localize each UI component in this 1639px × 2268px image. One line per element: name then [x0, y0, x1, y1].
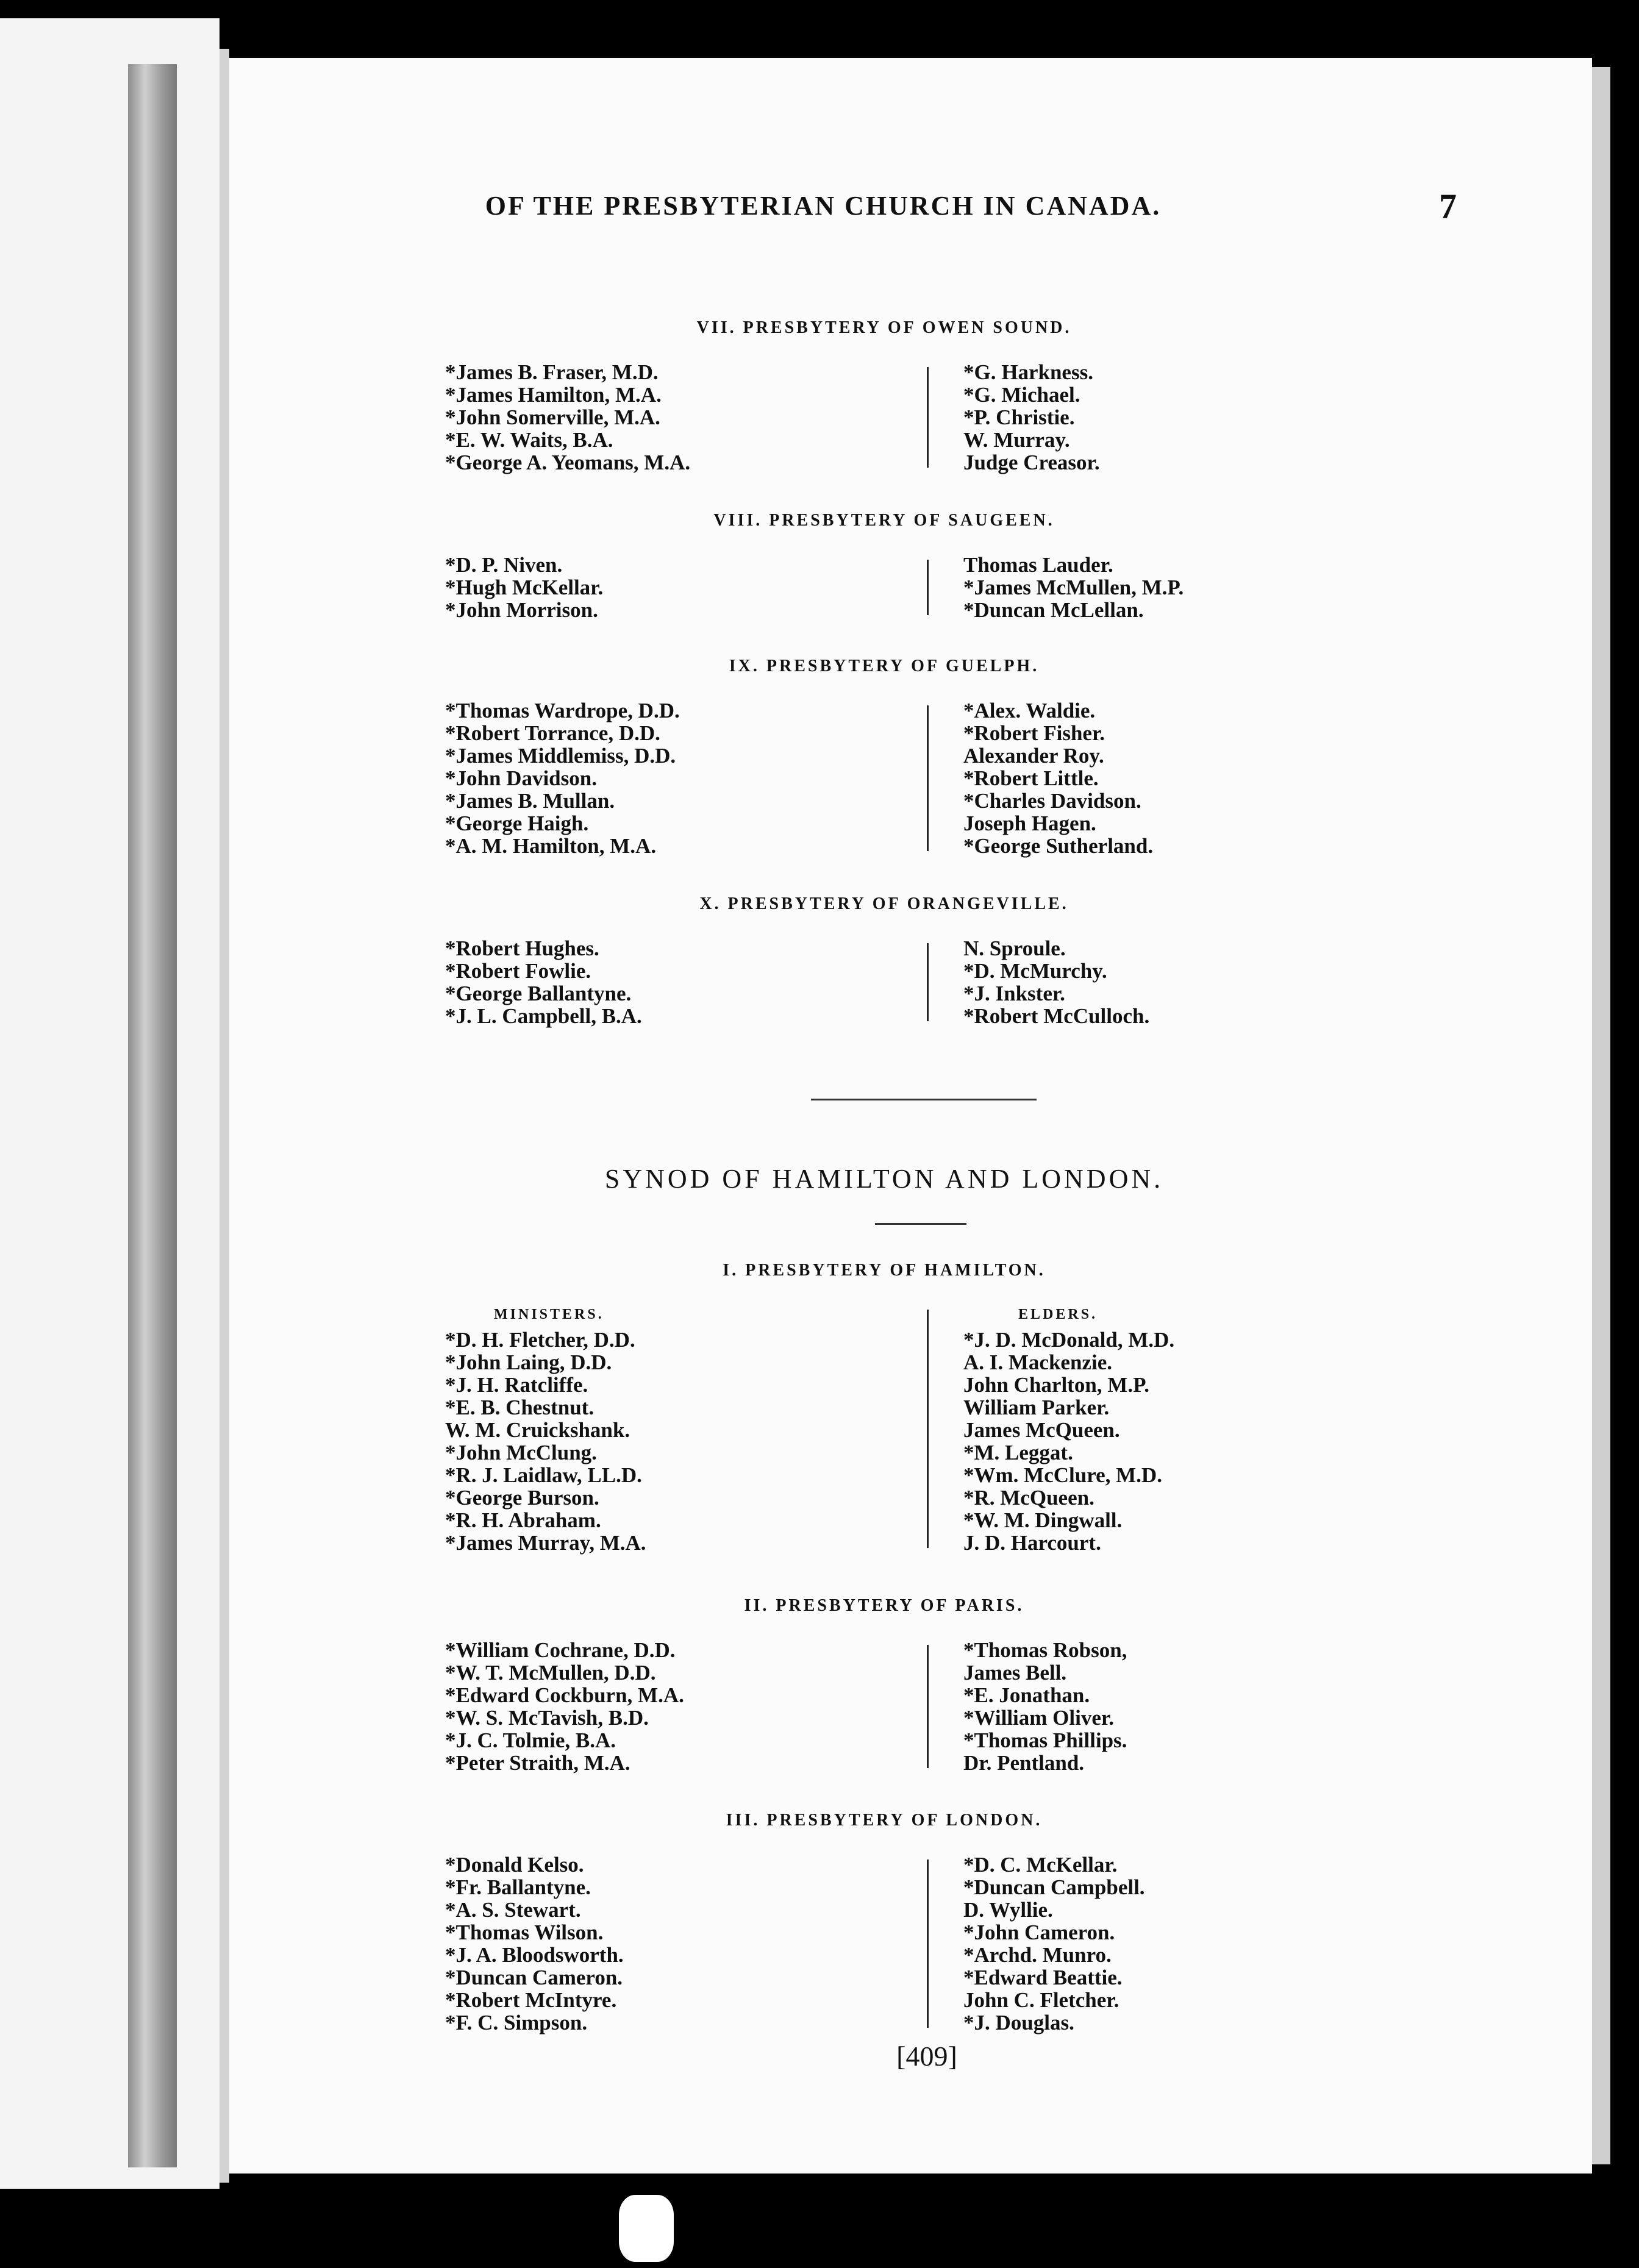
list-item: Dr. Pentland. [963, 1751, 1085, 1775]
section-heading: X. PRESBYTERY OF ORANGEVILLE. [699, 894, 1069, 913]
list-item: *James B. Fraser, M.D. [445, 360, 659, 384]
list-item: *W. T. McMullen, D.D. [445, 1661, 656, 1685]
elders-column [823, 937, 1341, 1027]
list-item: *P. Christie. [963, 405, 1075, 429]
list-item: *Edward Beattie. [963, 1966, 1123, 1989]
list-item: *Thomas Phillips. [963, 1728, 1127, 1752]
list-item: *William Cochrane, D.D. [445, 1638, 676, 1662]
list-item: Joseph Hagen. [963, 811, 1096, 835]
list-item: *John Somerville, M.A. [445, 405, 660, 429]
list-item: *George Ballantyne. [445, 982, 632, 1005]
list-item: *John Laing, D.D. [445, 1350, 612, 1374]
list-item: *E. B. Chestnut. [445, 1396, 595, 1419]
list-item: *Robert McCulloch. [963, 1004, 1150, 1028]
column-rule [927, 1645, 929, 1768]
elders-column [823, 361, 1341, 474]
list-item: *Hugh McKellar. [445, 576, 604, 599]
column-rule [927, 943, 929, 1021]
ministers-column [427, 1639, 823, 1774]
list-item: *D. H. Fletcher, D.D. [445, 1328, 635, 1352]
list-item: *D. C. McKellar. [963, 1853, 1118, 1877]
list-item: *George Burson. [445, 1486, 599, 1510]
list-item: John Charlton, M.P. [963, 1373, 1150, 1397]
list-item: *E. Jonathan. [963, 1683, 1090, 1707]
list-item: *Fr. Ballantyne. [445, 1875, 591, 1899]
column-rule [927, 1310, 929, 1548]
list-item: William Parker. [963, 1396, 1110, 1419]
column-rule [927, 705, 929, 851]
list-item: *J. H. Ratcliffe. [445, 1373, 588, 1397]
ministers-column [427, 1853, 823, 2034]
column-rule [927, 560, 929, 615]
section-heading: II. PRESBYTERY OF PARIS. [744, 1596, 1024, 1615]
list-item: *F. C. Simpson. [445, 2011, 588, 2034]
facing-page [0, 18, 220, 2189]
presbytery-section [427, 1261, 1341, 1554]
list-item: *John Morrison. [445, 598, 598, 622]
list-item: W. M. Cruickshank. [445, 1418, 630, 1442]
list-item: *A. S. Stewart. [445, 1898, 581, 1922]
list-item: *James Hamilton, M.A. [445, 383, 662, 407]
section-heading: VIII. PRESBYTERY OF SAUGEEN. [713, 511, 1055, 530]
list-item: James McQueen. [963, 1418, 1120, 1442]
section-heading: IX. PRESBYTERY OF GUELPH. [729, 657, 1040, 676]
list-item: *G. Harkness. [963, 360, 1093, 384]
list-item: *James Murray, M.A. [445, 1531, 646, 1555]
list-item: *John Cameron. [963, 1920, 1115, 1944]
list-item: *Thomas Robson, [963, 1638, 1127, 1662]
synod-title: SYNOD OF HAMILTON AND LONDON. [604, 1164, 1164, 1194]
list-item: *Duncan Cameron. [445, 1966, 623, 1989]
list-item: *G. Michael. [963, 383, 1080, 407]
list-item: *J. Douglas. [963, 2011, 1074, 2034]
scan-artifact [619, 2195, 674, 2262]
running-title: OF THE PRESBYTERIAN CHURCH IN CANADA. [485, 191, 1162, 221]
list-item: *J. D. McDonald, M.D. [963, 1328, 1175, 1352]
section-divider [811, 1099, 1037, 1100]
elders-column [823, 1303, 1341, 1554]
list-item: *Charles Davidson. [963, 789, 1141, 813]
list-item: *Robert Fisher. [963, 721, 1105, 745]
list-item: *Thomas Wilson. [445, 1920, 604, 1944]
ministers-column [427, 699, 823, 857]
binding-gutter [128, 64, 177, 2167]
list-item: *J. L. Campbell, B.A. [445, 1004, 642, 1028]
list-item: *E. W. Waits, B.A. [445, 428, 613, 452]
list-item: N. Sproule. [963, 936, 1066, 960]
ministers-column [427, 554, 823, 621]
list-item: *D. McMurchy. [963, 959, 1107, 983]
elders-column [823, 1639, 1341, 1774]
elders-column [823, 699, 1341, 857]
list-item: *M. Leggat. [963, 1441, 1073, 1464]
presbytery-section [427, 318, 1341, 474]
list-item: *George A. Yeomans, M.A. [445, 451, 691, 474]
presbytery-section [427, 657, 1341, 857]
list-item: *R. McQueen. [963, 1486, 1094, 1510]
list-item: J. D. Harcourt. [963, 1531, 1101, 1555]
list-item: James Bell. [963, 1661, 1067, 1685]
list-item: *James B. Mullan. [445, 789, 615, 813]
list-item: *Donald Kelso. [445, 1853, 584, 1877]
section-heading: I. PRESBYTERY OF HAMILTON. [723, 1261, 1046, 1280]
presbytery-section [427, 511, 1341, 621]
facing-page-edge [220, 49, 229, 2183]
ministers-heading: MINISTERS. [494, 1307, 604, 1322]
list-item: Judge Creasor. [963, 451, 1100, 474]
presbytery-section [427, 894, 1341, 1027]
list-item: *Robert Fowlie. [445, 959, 591, 983]
list-item: *J. Inkster. [963, 982, 1065, 1005]
list-item: *Robert Torrance, D.D. [445, 721, 660, 745]
list-item: *J. C. Tolmie, B.A. [445, 1728, 616, 1752]
list-item: John C. Fletcher. [963, 1988, 1119, 2012]
list-item: *John Davidson. [445, 766, 597, 790]
page-edge-shadow [1592, 67, 1610, 2164]
list-item: *Robert Little. [963, 766, 1099, 790]
column-rule [927, 1860, 929, 2028]
list-item: *Peter Straith, M.A. [445, 1751, 630, 1775]
page-number: 7 [1439, 187, 1457, 226]
presbytery-section [427, 1596, 1341, 1774]
list-item: *D. P. Niven. [445, 553, 563, 577]
elders-column [823, 1853, 1341, 2034]
section-heading: III. PRESBYTERY OF LONDON. [726, 1811, 1043, 1830]
list-item: *R. H. Abraham. [445, 1508, 601, 1532]
list-item: *James Middlemiss, D.D. [445, 744, 676, 768]
elders-column [823, 554, 1341, 621]
list-item: *A. M. Hamilton, M.A. [445, 834, 657, 858]
list-item: *James McMullen, M.P. [963, 576, 1184, 599]
list-item: *Duncan McLellan. [963, 598, 1144, 622]
list-item: *W. S. McTavish, B.D. [445, 1706, 649, 1730]
list-item: *J. A. Bloodsworth. [445, 1943, 624, 1967]
list-item: *Robert Hughes. [445, 936, 599, 960]
elders-heading: ELDERS. [1018, 1307, 1098, 1322]
section-heading: VII. PRESBYTERY OF OWEN SOUND. [696, 318, 1072, 337]
list-item: *Wm. McClure, M.D. [963, 1463, 1162, 1487]
list-item: *William Oliver. [963, 1706, 1114, 1730]
list-item: *Edward Cockburn, M.A. [445, 1683, 684, 1707]
list-item: *R. J. Laidlaw, LL.D. [445, 1463, 642, 1487]
list-item: *George Sutherland. [963, 834, 1154, 858]
list-item: Thomas Lauder. [963, 553, 1113, 577]
list-item: W. Murray. [963, 428, 1070, 452]
ministers-column [427, 937, 823, 1027]
list-item: Alexander Roy. [963, 744, 1104, 768]
title-rule [875, 1223, 966, 1225]
ministers-column [427, 1303, 823, 1554]
column-rule [927, 367, 929, 468]
list-item: D. Wyllie. [963, 1898, 1053, 1922]
list-item: *George Haigh. [445, 811, 589, 835]
list-item: *John McClung. [445, 1441, 597, 1464]
list-item: *Alex. Waldie. [963, 699, 1096, 722]
list-item: *Thomas Wardrope, D.D. [445, 699, 680, 722]
ministers-column [427, 361, 823, 474]
list-item: *Robert McIntyre. [445, 1988, 617, 2012]
presbytery-section [427, 1811, 1341, 2034]
list-item: *Archd. Munro. [963, 1943, 1112, 1967]
page-reference: [409] [896, 2041, 957, 2072]
list-item: *Duncan Campbell. [963, 1875, 1145, 1899]
list-item: A. I. Mackenzie. [963, 1350, 1112, 1374]
list-item: *W. M. Dingwall. [963, 1508, 1123, 1532]
